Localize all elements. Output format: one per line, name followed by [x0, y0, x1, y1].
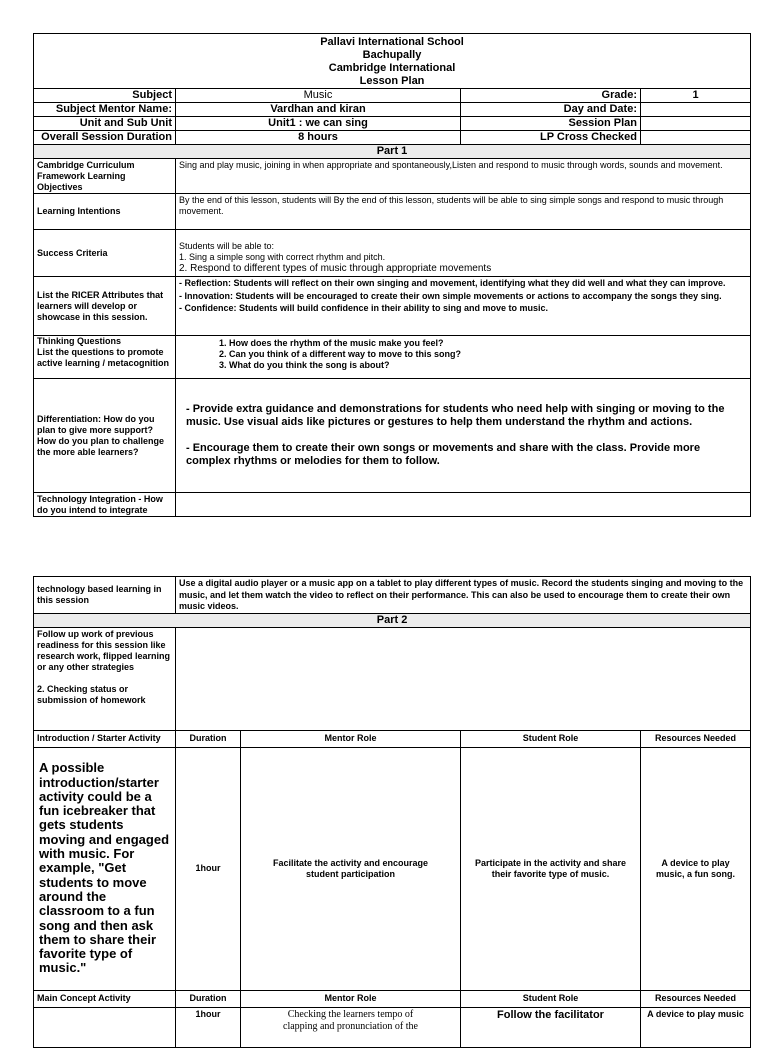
main-mentor-role-header: Mentor Role: [241, 990, 461, 1007]
intro-student-role-header: Student Role: [461, 730, 641, 747]
school-branch: Bachupally: [362, 49, 422, 61]
intro-duration-header: Duration: [176, 730, 241, 747]
day-date-label: Day and Date:: [461, 103, 641, 117]
differentiation-support: - Provide extra guidance and demonstrations for students who need help with singing or moving to the music. Use visual aids like pictures or gestures to help them understand the rhythm and actions.: [186, 403, 725, 428]
intro-mentor-role-header: Mentor Role: [241, 730, 461, 747]
school-name: Pallavi International School: [320, 36, 464, 48]
differentiation-challenge: - Encourage them to create their own songs or movements and share with the class. Provide more complex rhythms or melodies for them to follow.: [186, 442, 701, 467]
technology-integration-value: [176, 493, 751, 517]
unit-value: Unit1 : we can sing: [176, 117, 461, 131]
session-plan-value: [641, 117, 751, 131]
learning-intentions-text: By the end of this lesson, students will By the end of this lesson, students will be able to sing simple songs and respond to music through movement.: [176, 194, 751, 230]
main-mentor-role-text: Checking the learners tempo of clapping and pronunciation of the: [241, 1007, 461, 1047]
part-2-heading: Part 2: [34, 613, 751, 627]
thinking-question: 1. How does the rhythm of the music make you feel?: [219, 338, 444, 348]
part-1-heading: Part 1: [34, 145, 751, 159]
success-criteria-text: [176, 230, 751, 277]
intro-activity-text: A possible introduction/starter activity could be a fun icebreaker that gets students moving and engaged with music. For example, "Get students to move around the classroom to a fun song and then ask them to share their favorite type of music.": [34, 747, 176, 990]
mentor-name-value: Vardhan and kiran: [176, 103, 461, 117]
thinking-questions-label: [34, 336, 176, 379]
thinking-questions-subtitle: List the questions to promote active learning / metacognition: [37, 347, 170, 368]
follow-up-value: [176, 627, 751, 730]
session-duration-value: 8 hours: [176, 131, 461, 145]
ricer-attributes-text: [176, 277, 751, 336]
cross-checked-label: LP Cross Checked: [461, 131, 641, 145]
subject-label: Subject: [34, 89, 176, 103]
ricer-reflection: - Reflection: Students will reflect on their own singing and movement, identifying what they did well and what they can improve.: [179, 278, 726, 288]
thinking-question: 2. Can you think of a different way to move to this song?: [219, 349, 462, 359]
success-criteria-line: 1. Sing a simple song with correct rhythm and pitch.: [179, 252, 386, 262]
follow-up-label: [34, 627, 176, 730]
main-student-role-header: Student Role: [461, 990, 641, 1007]
day-date-value: [641, 103, 751, 117]
differentiation-text: [176, 379, 751, 493]
follow-up-strategies-text: Follow up work of previous readiness for this session like research work, flipped learning or any other strategies: [37, 628, 171, 672]
thinking-questions-list: [176, 336, 751, 379]
ricer-innovation: - Innovation: Students will be encouraged to create their own simple movements or actions to accompany the songs they sing.: [179, 290, 722, 301]
main-student-role-text: Follow the facilitator: [461, 1007, 641, 1047]
main-activity-text: [34, 1007, 176, 1047]
grade-label: Grade:: [461, 89, 641, 103]
document-type: Lesson Plan: [359, 75, 425, 87]
session-duration-label: Overall Session Duration: [34, 131, 176, 145]
ricer-attributes-label: List the RICER Attributes that learners will develop or showcase in this session.: [34, 277, 176, 336]
main-duration-header: Duration: [176, 990, 241, 1007]
thinking-question: 3. What do you think the song is about?: [219, 360, 390, 370]
session-plan-label: Session Plan: [461, 117, 641, 131]
document-header: [34, 34, 751, 89]
thinking-questions-title: Thinking Questions: [37, 336, 122, 346]
board-name: Cambridge International: [328, 62, 456, 74]
subject-value: Music: [176, 89, 461, 103]
lesson-plan-page-2: [33, 576, 750, 1048]
lesson-plan-page-1: [33, 33, 750, 517]
lesson-plan-table-1: [33, 33, 751, 517]
intro-student-role-text: Participate in the activity and share their favorite type of music.: [461, 747, 641, 990]
differentiation-label: Differentiation: How do you plan to give more support? How do you plan to challenge the more able learners?: [34, 379, 176, 493]
unit-label: Unit and Sub Unit: [34, 117, 176, 131]
learning-intentions-label: Learning Intentions: [34, 194, 176, 230]
main-duration-value: 1hour: [176, 1007, 241, 1047]
success-criteria-line: 2. Respond to different types of music through appropriate movements: [179, 263, 492, 274]
main-resources-header: Resources Needed: [641, 990, 751, 1007]
intro-resources-header: Resources Needed: [641, 730, 751, 747]
technology-learning-label: technology based learning in this session: [34, 577, 176, 614]
main-resources-text: A device to play music: [641, 1007, 751, 1047]
cross-checked-value: [641, 131, 751, 145]
intro-duration-value: 1hour: [176, 747, 241, 990]
homework-check-text: 2. Checking status or submission of homework: [37, 683, 146, 705]
intro-resources-text: A device to play music, a fun song.: [641, 747, 751, 990]
lesson-plan-table-2: [33, 576, 751, 1048]
success-criteria-line: Students will be able to:: [179, 241, 275, 251]
grade-value: 1: [641, 89, 751, 103]
mentor-name-label: Subject Mentor Name:: [34, 103, 176, 117]
technology-learning-text: Use a digital audio player or a music app on a tablet to play different types of music. Record the students singing and moving to the music, and let them watch the video to reflect on their performance. This can also be used to encourage them to create their own music videos.: [176, 577, 751, 614]
main-activity-header: Main Concept Activity: [34, 990, 176, 1007]
ricer-confidence: - Confidence: Students will build confidence in their ability to sing and move to music.: [179, 303, 549, 313]
curriculum-objectives-text: Sing and play music, joining in when appropriate and spontaneously,Listen and respond to music through words, sounds and movement.: [176, 159, 751, 194]
curriculum-objectives-label: Cambridge Curriculum Framework Learning Objectives: [34, 159, 176, 194]
success-criteria-label: Success Criteria: [34, 230, 176, 277]
intro-activity-header: Introduction / Starter Activity: [34, 730, 176, 747]
intro-mentor-role-text: Facilitate the activity and encourage student participation: [241, 747, 461, 990]
technology-integration-label: Technology Integration - How do you intend to integrate: [34, 493, 176, 517]
